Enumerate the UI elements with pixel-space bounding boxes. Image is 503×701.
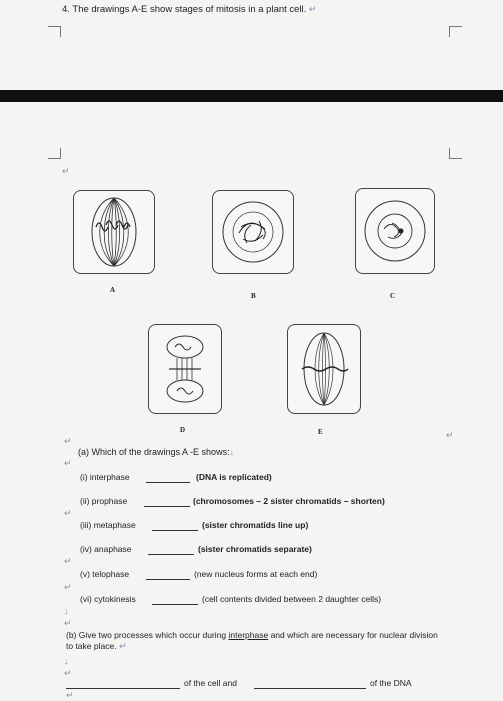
metaphase-e-icon <box>288 325 360 413</box>
paragraph-mark-icon: ↵ <box>64 618 72 628</box>
label-d: D <box>180 426 186 434</box>
paragraph-mark-icon: ↓ <box>64 656 69 666</box>
row-hint-interphase: (DNA is replicated) <box>196 472 272 482</box>
paragraph-mark-icon: ↵ <box>64 556 72 566</box>
label-e: E <box>318 428 323 436</box>
answer-blank-metaphase[interactable] <box>152 530 198 531</box>
answer-blank-interphase[interactable] <box>146 482 190 483</box>
crop-mark-icon <box>48 26 61 37</box>
paragraph-mark-icon: ↓ <box>64 606 69 616</box>
answer-blank-prophase[interactable] <box>144 506 190 507</box>
answer-blank-b2[interactable] <box>254 688 366 689</box>
row-label-cytokinesis: (vi) cytokinesis <box>80 594 136 604</box>
cell-diagram-b <box>212 190 294 274</box>
row-label-interphase: (i) interphase <box>80 472 130 482</box>
row-hint-metaphase: (sister chromatids line up) <box>202 520 309 530</box>
cell-diagram-d <box>148 324 222 414</box>
spindle-a-icon <box>74 191 154 273</box>
part-b-answer-end: of the DNA <box>370 678 412 688</box>
paragraph-mark-icon: ↵ <box>64 582 72 592</box>
answer-blank-cytokinesis[interactable] <box>152 604 198 605</box>
part-b-prompt: (b) Give two processes which occur during interphase and which are necessary for nuclear division to take place. ↵ <box>66 630 438 651</box>
paragraph-mark-icon: ↵ <box>62 166 70 176</box>
paragraph-mark-icon: ↵ <box>64 668 72 678</box>
paragraph-mark-icon: ↵ <box>64 458 72 468</box>
cell-diagram-c <box>355 188 435 274</box>
paragraph-mark-icon: ↵ <box>66 690 74 700</box>
interphase-c-icon <box>356 189 434 273</box>
paragraph-mark-icon: ↵ <box>64 436 72 446</box>
part-a-prompt: (a) Which of the drawings A -E shows:↓ <box>78 447 235 457</box>
crop-mark-icon <box>449 26 462 37</box>
part-b-underlined-term: interphase <box>228 630 269 640</box>
answer-blank-telophase[interactable] <box>146 579 190 580</box>
part-b-prompt-end: and which are necessary for nuclear division to take place. <box>66 630 438 651</box>
paragraph-mark-icon: ↵ <box>64 508 72 518</box>
paragraph-mark-icon: ↵ <box>446 430 454 440</box>
row-label-telophase: (v) telophase <box>80 569 130 579</box>
row-hint-telophase: (new nucleus forms at each end) <box>194 569 318 579</box>
part-a-prompt-text: (a) Which of the drawings A -E shows: <box>78 447 230 457</box>
row-label-metaphase: (iii) metaphase <box>80 520 136 530</box>
answer-blank-anaphase[interactable] <box>148 554 194 555</box>
part-b-prompt-start: (b) Give two processes which occur during <box>66 630 229 640</box>
row-hint-cytokinesis: (cell contents divided between 2 daughter cells) <box>202 594 382 604</box>
crop-mark-icon <box>48 148 61 159</box>
prophase-b-icon <box>213 191 293 273</box>
black-divider-bar <box>0 90 503 102</box>
answer-blank-b1[interactable] <box>66 688 180 689</box>
question-title-text: 4. The drawings A-E show stages of mitosis in a plant cell. <box>62 4 307 15</box>
row-label-anaphase: (iv) anaphase <box>80 544 132 554</box>
row-hint-anaphase: (sister chromatids separate) <box>198 544 312 554</box>
label-c: C <box>390 292 396 300</box>
row-hint-prophase: (chromosomes – 2 sister chromatids – shorten) <box>193 496 385 506</box>
label-a: A <box>110 286 116 294</box>
question-title <box>62 4 317 15</box>
part-b-answer-mid: of the cell and <box>184 678 237 688</box>
telophase-d-icon <box>149 325 221 413</box>
cell-diagram-a <box>73 190 155 274</box>
cell-diagram-e <box>287 324 361 414</box>
paragraph-mark-icon: ↵ <box>308 4 317 14</box>
crop-mark-icon <box>449 148 462 159</box>
row-label-prophase: (ii) prophase <box>80 496 128 506</box>
label-b: B <box>251 292 256 300</box>
